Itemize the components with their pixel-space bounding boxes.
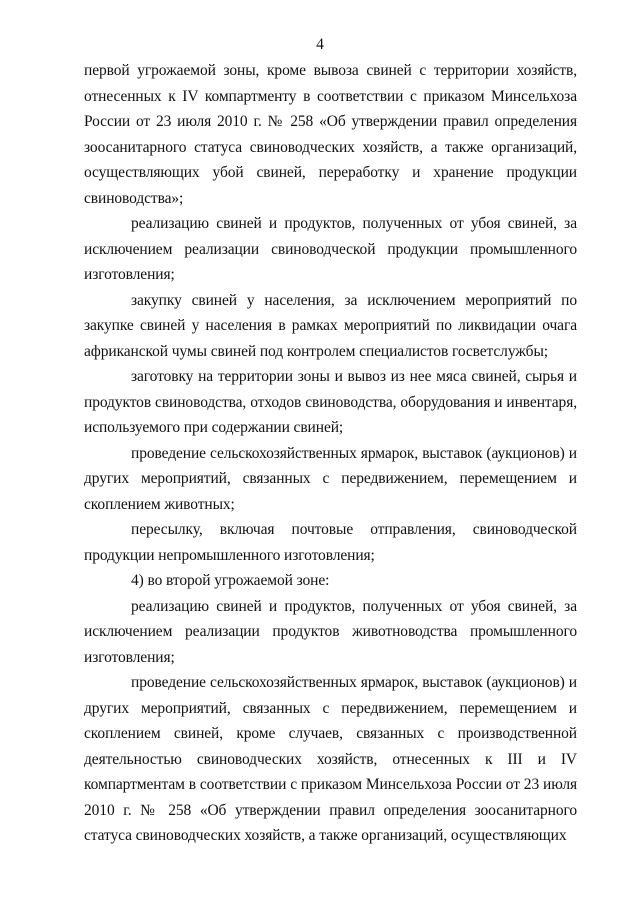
paragraph-second-zone-sales: реализацию свиней и продуктов, полученных от убоя свиней, за исключением реализации продуктов животноводства промышленного изготовления; [84,597,577,666]
paragraph-purchase-restriction: закупку свиней у населения, за исключением мероприятий по закупке свиней у населения в рамках мероприятий по ликвидации очага африканской чумы свиней под контролем специалистов госветслужбы; [84,291,577,360]
document-body [84,58,577,849]
paragraph-fairs-restriction: проведение сельскохозяйственных ярмарок, выставок (аукционов) и других мероприятий, связанных с передвижением, перемещением и скоплением животных; [84,444,577,513]
paragraph-second-zone-fairs: проведение сельскохозяйственных ярмарок, выставок (аукционов) и других мероприятий, связанных с передвижением, перемещением и скоплением свиней, кроме случаев, связанных с производственной деятельностью свиноводческих хозяйств, отнесенных к III и IV компартментам в соответствии с приказом Минсельхоза России от 23 июля 2010 г. № 258 «Об утверждении правил определения зоосанитарного статуса свиноводческих хозяйств, а также организаций, осуществляющих [84,674,577,844]
paragraph-second-zone-heading: 4) во второй угрожаемой зоне: [131,572,330,589]
paragraph-procurement-restriction: заготовку на территории зоны и вывоз из нее мяса свиней, сырья и продуктов свиноводства, отходов свиноводства, оборудования и инвентаря, используемого при содержании свиней; [84,368,577,436]
page-number: 4 [316,36,324,53]
paragraph-sales-restriction: реализацию свиней и продуктов, полученных от убоя свиней, за исключением реализации свиноводческой продукции промышленного изготовления; [84,215,577,283]
paragraph-continuation: первой угрожаемой зоны, кроме вывоза свиней с территории хозяйств, отнесенных к IV компартменту в соответствии с приказом Минсельхоза России от 23 июля 2010 г. № 258 «Об утверждении правил определения зоосанитарного статуса свиноводческих хозяйств, а также организаций, осуществляющих убой свиней, переработку и хранение продукции свиноводства»; [84,62,577,207]
paragraph-mailing-restriction: пересылку, включая почтовые отправления, свиноводческой продукции непромышленного изготовления; [84,521,577,564]
